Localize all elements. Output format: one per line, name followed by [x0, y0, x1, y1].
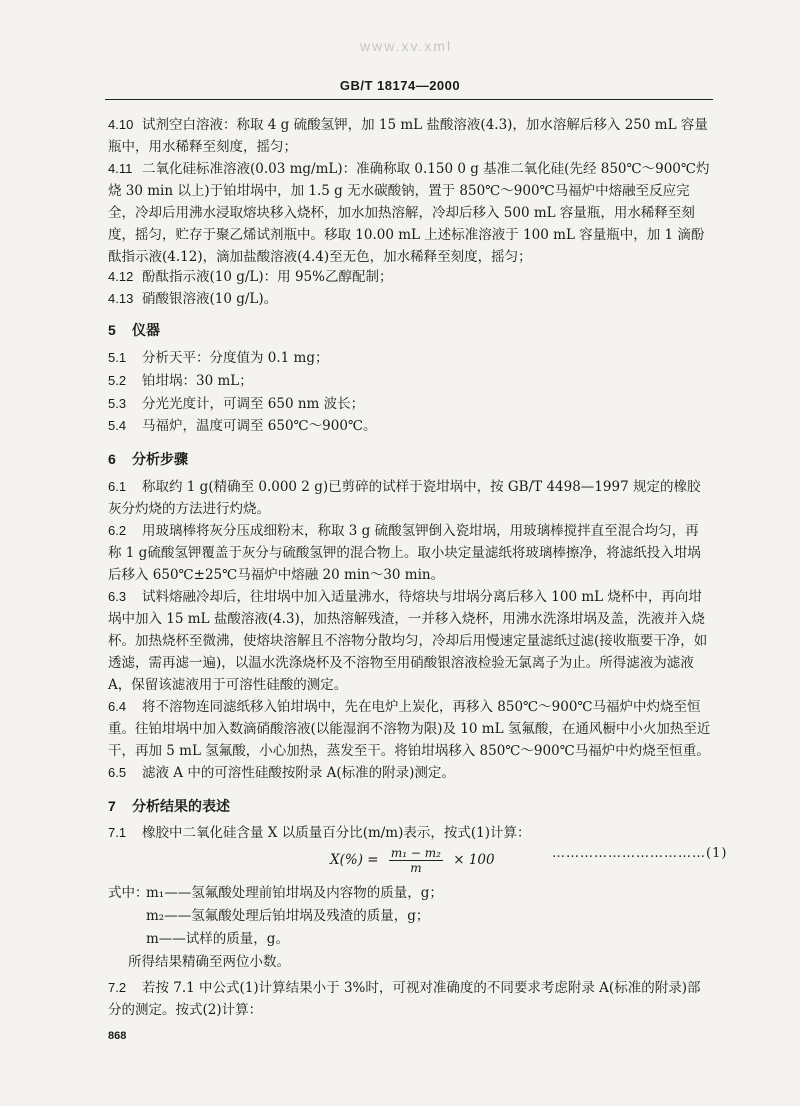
where-m: m——试样的质量，g。: [146, 931, 289, 947]
item-5-1: [108, 347, 712, 369]
item-7-2: [108, 977, 712, 1021]
item-text: 分光光度计，可调至 650 nm 波长；: [142, 396, 365, 412]
where-m2: m₂——氢氟酸处理后铂坩埚及残渣的质量，g；: [146, 908, 430, 924]
section-number: 7: [108, 798, 116, 814]
item-number: 6.5: [108, 765, 127, 780]
item-number: 6.1: [108, 479, 127, 494]
item-number: 4.11: [108, 161, 133, 176]
section-number: 5: [108, 322, 116, 338]
item-text: 橡胶中二氧化硅含量 X 以质量百分比(m/m)表示，按式(1)计算：: [142, 825, 531, 841]
section-heading-5: [108, 320, 160, 340]
item-number: 5.4: [108, 418, 127, 433]
item-text: 将不溶物连同滤纸移入铂坩埚中，先在电炉上炭化，再移入 850℃～900℃马福炉中灼烧至恒重。往铂坩埚中加入数滴硝酸溶液(以能湿润不溶物为限)及 10 mL 氢氟酸，在通风橱中小火加热至近干，再加 5 mL 氢氟酸，小心加热，蒸发至干。将铂坩埚移入 850℃～900℃马福炉中灼烧至恒重。: [108, 699, 711, 759]
watermark: www.xv.xml: [360, 38, 453, 54]
item-4-13: [108, 288, 712, 310]
item-text: 酚酞指示液(10 g/L)：用 95%乙醇配制；: [142, 269, 393, 285]
where-precision: 所得结果精确至两位小数。: [128, 954, 290, 970]
where-intro: 式中：: [108, 885, 149, 901]
item-5-2: [108, 370, 712, 392]
item-number: 4.10: [108, 117, 134, 132]
item-5-3: [108, 393, 712, 415]
page-header: GB/T 18174—2000: [339, 78, 461, 93]
item-4-11: [108, 158, 712, 268]
formula-numerator: m₁ − m₂: [390, 846, 441, 860]
item-number: 5.1: [108, 350, 127, 365]
item-number: 6.4: [108, 699, 127, 714]
item-4-10: [108, 114, 712, 158]
page-number: 868: [108, 1030, 127, 1042]
section-heading-6: [108, 449, 188, 469]
section-title: 仪器: [132, 322, 160, 338]
item-number: 7.1: [108, 825, 127, 840]
item-text: 二氧化硅标准溶液(0.03 mg/mL)：准确称取 0.150 0 g 基准二氧化硅(先经 850℃～900℃灼烧 30 min 以上)于铂坩埚中，加 1.5 g 无水碳酸钠，置于 850℃～900℃马福炉中熔融至反应完全，冷却后用沸水浸取熔块移入烧杯，加水加热溶解，冷却后移入 500 mL 容量瓶，用水稀释至刻度，摇匀，贮存于聚乙烯试剂瓶中。移取 10.00 mL 上述标准溶液于 100 mL 容量瓶中，加 1 滴酚酞指示液(4.12)，滴加盐酸溶液(4.4)至无色，加水稀释至刻度，摇匀；: [108, 161, 710, 265]
equation-number: ……………………………(1): [552, 846, 728, 861]
section-title: 分析步骤: [132, 451, 188, 467]
item-text: 试料熔融冷却后，往坩埚中加入适量沸水，待熔块与坩埚分离后移入 100 mL 烧杯中，再向坩埚中加入 15 mL 盐酸溶液(4.3)，加热溶解残渣，一并移入烧杯，用沸水洗涤坩埚及盖，洗液并入烧杯。加热烧杯至微沸，使熔块溶解且不溶物分散均匀，冷却后用慢速定量滤纸过滤(接收瓶要干净，如透滤，需再滤一遍)，以温水洗涤烧杯及不溶物至用硝酸银溶液检验无氯离子为止。所得滤液为滤液 A，保留该滤液用于可溶性硅酸的测定。: [108, 589, 708, 693]
item-6-2: [108, 520, 712, 586]
item-text: 用玻璃棒将灰分压成细粉末，称取 3 g 硫酸氢钾倒入瓷坩埚，用玻璃棒搅拌直至混合均匀，再称 1 g硫酸氢钾覆盖于灰分与硫酸氢钾的混合物上。取小块定量滤纸将玻璃棒擦净，将滤纸投入坩埚后移入 650℃±25℃马福炉中熔融 20 min～30 min。: [108, 523, 701, 583]
item-text: 马福炉，温度可调至 650℃～900℃。: [142, 418, 377, 434]
header-rule: [105, 99, 713, 100]
section-title: 分析结果的表述: [132, 798, 230, 814]
formula-fraction: [389, 846, 443, 875]
item-number: 7.2: [108, 980, 127, 995]
item-6-4: [108, 696, 712, 762]
item-number: 4.12: [108, 269, 134, 284]
item-5-4: [108, 415, 712, 437]
item-6-1: [108, 476, 712, 520]
item-text: 铂坩埚：30 mL；: [142, 373, 253, 389]
item-4-12: [108, 266, 712, 288]
item-text: 若按 7.1 中公式(1)计算结果小于 3%时，可视对准确度的不同要求考虑附录 A(标准的附录)部分的测定。按式(2)计算：: [108, 980, 701, 1018]
item-text: 称取约 1 g(精确至 0.000 2 g)已剪碎的试样于瓷坩埚中，按 GB/T 4498—1997 规定的橡胶灰分灼烧的方法进行灼烧。: [108, 479, 701, 517]
formula-lhs: X(%) =: [330, 852, 379, 868]
item-6-3: [108, 586, 712, 696]
item-text: 试剂空白溶液：称取 4 g 硫酸氢钾，加 15 mL 盐酸溶液(4.3)，加水溶解后移入 250 mL 容量瓶中，用水稀释至刻度，摇匀；: [108, 117, 708, 155]
where-m1: m₁——氢氟酸处理前铂坩埚及内容物的质量，g；: [146, 885, 443, 901]
formula-denominator: m: [410, 861, 422, 875]
item-number: 5.3: [108, 396, 127, 411]
item-6-5: [108, 762, 712, 784]
item-text: 硝酸银溶液(10 g/L)。: [142, 291, 278, 307]
item-number: 4.13: [108, 291, 134, 306]
formula-1: [330, 846, 495, 875]
formula-rhs: × 100: [453, 852, 495, 868]
item-number: 6.3: [108, 589, 127, 604]
item-text: 分析天平：分度值为 0.1 mg；: [142, 350, 329, 366]
item-number: 6.2: [108, 523, 127, 538]
item-7-1: [108, 822, 712, 844]
item-number: 5.2: [108, 373, 127, 388]
section-heading-7: [108, 796, 230, 816]
section-number: 6: [108, 451, 116, 467]
item-text: 滤液 A 中的可溶性硅酸按附录 A(标准的附录)测定。: [142, 765, 455, 781]
